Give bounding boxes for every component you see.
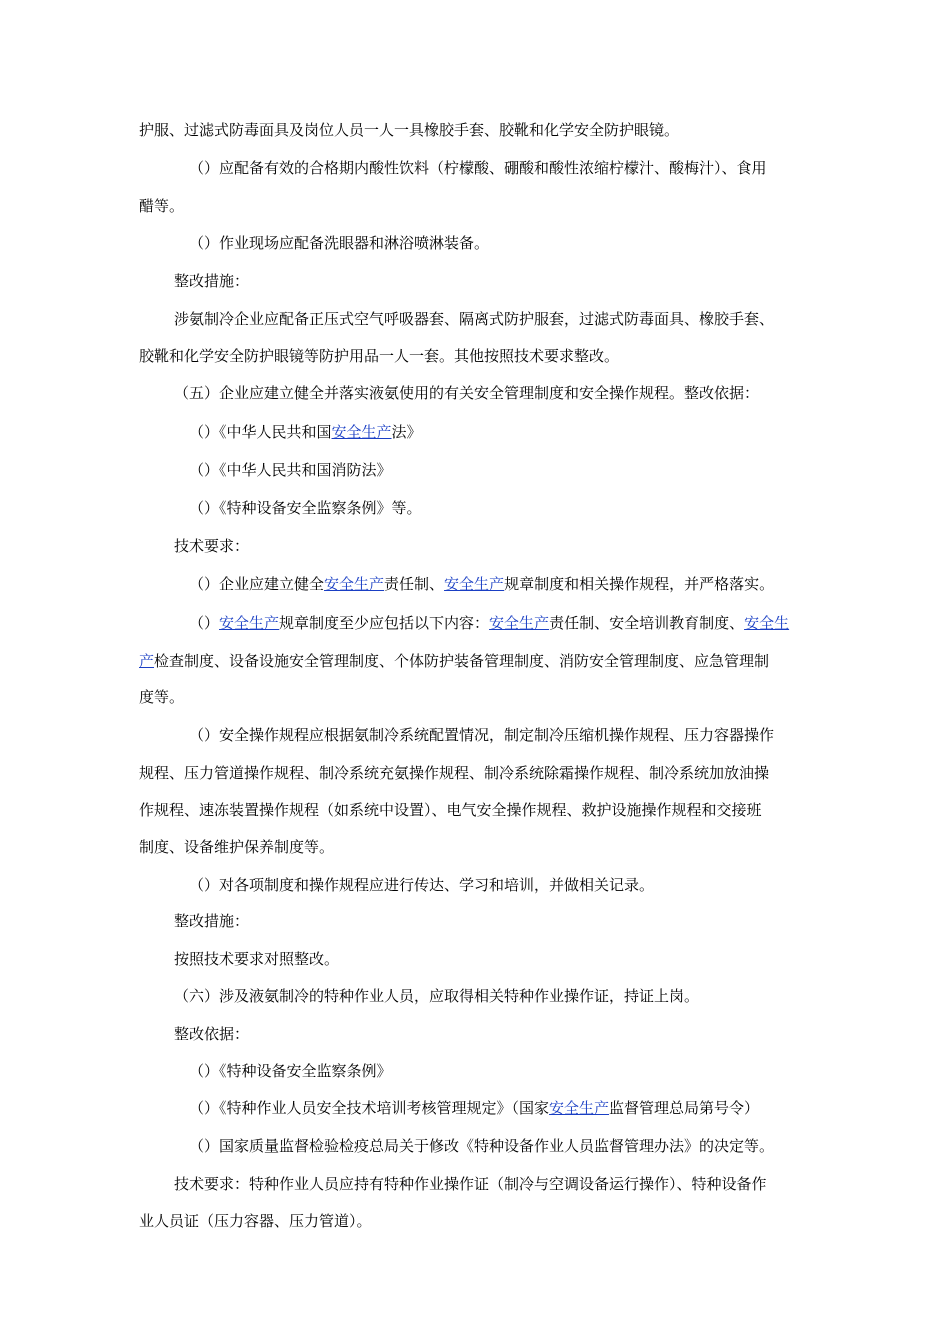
text-segment: 责任制、安全培训教育制度、 (549, 614, 745, 632)
text-line (189, 725, 774, 745)
text-line (189, 875, 654, 895)
text-segment: 业人员证（压力容器、压力管道）。 (139, 1212, 372, 1230)
text-line (139, 120, 679, 140)
text-segment: 整改措施： (174, 272, 250, 290)
safety-production-link[interactable]: 安全生产 (324, 575, 385, 593)
safety-production-link[interactable]: 安全生产 (549, 1099, 610, 1117)
section-heading (174, 986, 699, 1006)
text-line (189, 422, 422, 442)
text-line (139, 763, 769, 783)
text-line (139, 1211, 372, 1231)
text-segment: （五）企业应建立健全并落实液氨使用的有关安全管理制度和安全操作规程。整改依据： (174, 384, 760, 402)
safety-production-link[interactable]: 安全生产 (489, 614, 550, 632)
text-segment: （） (189, 614, 220, 632)
section-heading (174, 383, 759, 403)
text-segment: 制度、设备维护保养制度等。 (139, 838, 335, 856)
text-segment: 技术要求： (174, 537, 250, 555)
safety-production-link[interactable]: 安全生产 (219, 614, 280, 632)
safety-production-link[interactable]: 安全生 (744, 614, 790, 632)
text-segment: （）《中华人民共和国 (189, 423, 332, 441)
text-segment: （）安全操作规程应根据氨制冷系统配置情况，制定制冷压缩机操作规程、压力容器操作 (189, 726, 775, 744)
text-segment: 法》 (391, 423, 422, 441)
text-segment: 按照技术要求对照整改。 (174, 950, 340, 968)
text-line (174, 309, 774, 329)
text-segment: （）应配备有效的合格期内酸性饮料（柠檬酸、硼酸和酸性浓缩柠檬汁、酸梅汁）、食用 (189, 159, 767, 177)
text-line (189, 1061, 392, 1081)
text-segment: （）作业现场应配备洗眼器和淋浴喷淋装备。 (189, 234, 490, 252)
text-segment: 规章制度和相关操作规程，并严格落实。 (504, 575, 775, 593)
text-line (189, 233, 489, 253)
text-segment: 胶靴和化学安全防护眼镜等防护用品一人一套。其他按照技术要求整改。 (139, 347, 620, 365)
text-line (139, 196, 184, 216)
heading-line (174, 536, 249, 556)
text-line (189, 158, 767, 178)
text-line (174, 1174, 767, 1194)
text-line (189, 1098, 759, 1118)
text-line (189, 498, 422, 518)
text-segment: 度等。 (139, 688, 185, 706)
text-segment: 规程、压力管道操作规程、制冷系统充氨操作规程、制冷系统除霜操作规程、制冷系统加放油操 (139, 764, 770, 782)
heading-line (174, 271, 249, 291)
text-line (189, 1136, 774, 1156)
text-line (189, 613, 789, 633)
text-segment: （）《特种作业人员安全技术培训考核管理规定》（国家 (189, 1099, 550, 1117)
text-segment: 规章制度至少应包括以下内容： (279, 614, 490, 632)
heading-line (174, 911, 249, 931)
text-line (139, 687, 184, 707)
text-segment: （）对各项制度和操作规程应进行传达、学习和培训，并做相关记录。 (189, 876, 655, 894)
text-line (139, 651, 769, 671)
text-segment: 作规程、速冻装置操作规程（如系统中设置）、电气安全操作规程、救护设施操作规程和交接班 (139, 801, 762, 819)
text-segment: （）国家质量监督检验检疫总局关于修改《特种设备作业人员监督管理办法》的决定等。 (189, 1137, 775, 1155)
text-segment: 护服、过滤式防毒面具及岗位人员一人一具橡胶手套、胶靴和化学安全防护眼镜。 (139, 121, 680, 139)
text-segment: 涉氨制冷企业应配备正压式空气呼吸器套、隔离式防护服套，过滤式防毒面具、橡胶手套、 (174, 310, 775, 328)
text-line (139, 346, 619, 366)
text-segment: （六）涉及液氨制冷的特种作业人员，应取得相关特种作业操作证，持证上岗。 (174, 987, 700, 1005)
text-segment: （）《特种设备安全监察条例》等。 (189, 499, 422, 517)
text-segment: 整改依据： (174, 1025, 250, 1043)
text-line (189, 460, 392, 480)
text-segment: 检查制度、设备设施安全管理制度、个体防护装备管理制度、消防安全管理制度、应急管理制 (154, 652, 770, 670)
text-segment: （）企业应建立健全 (189, 575, 325, 593)
text-segment: （）《特种设备安全监察条例》 (189, 1062, 392, 1080)
safety-production-link[interactable]: 安全生产 (444, 575, 505, 593)
text-line (189, 574, 774, 594)
text-line (139, 800, 762, 820)
heading-line (174, 1024, 249, 1044)
text-line (174, 949, 339, 969)
text-segment: 整改措施： (174, 912, 250, 930)
safety-production-link[interactable]: 产 (139, 652, 155, 670)
text-line (139, 837, 334, 857)
text-segment: （）《中华人民共和国消防法》 (189, 461, 392, 479)
text-segment: 技术要求：特种作业人员应持有特种作业操作证（制冷与空调设备运行操作）、特种设备作 (174, 1175, 767, 1193)
text-segment: 醋等。 (139, 197, 185, 215)
text-segment: 监督管理总局第号令） (609, 1099, 760, 1117)
safety-production-link[interactable]: 安全生产 (331, 423, 392, 441)
text-segment: 责任制、 (384, 575, 445, 593)
